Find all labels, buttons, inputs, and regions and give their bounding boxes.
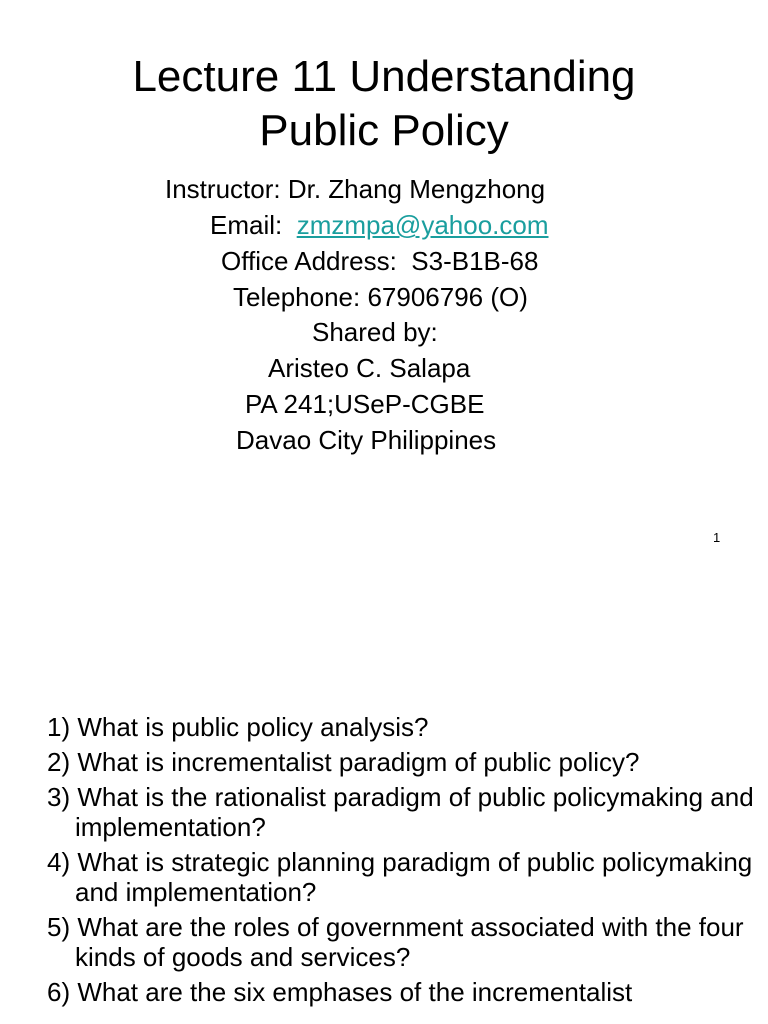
- slide-title: [0, 50, 768, 158]
- question-item: 4) What is strategic planning paradigm of public policymaking and implementation?: [47, 847, 753, 907]
- question-list: [47, 712, 757, 1012]
- shared-by-name: Aristeo C. Salapa: [268, 353, 471, 383]
- title-line-2: Public Policy: [259, 106, 509, 155]
- office-address-line: Office Address: S3-B1B-68: [221, 246, 539, 276]
- instructor-line: Instructor: Dr. Zhang Mengzhong: [165, 174, 546, 204]
- question-item: 6) What are the six emphases of the incrementalist: [47, 977, 633, 1007]
- question-item: 1) What is public policy analysis?: [47, 712, 429, 742]
- email-link[interactable]: zmzmpa@yahoo.com: [296, 210, 549, 240]
- question-item: 5) What are the roles of government associated with the four kinds of goods and services?: [47, 912, 744, 972]
- slide-number: 1: [713, 530, 721, 545]
- telephone-line: Telephone: 67906796 (O): [233, 282, 528, 312]
- program-line: PA 241;USeP-CGBE: [245, 389, 485, 419]
- slide-2: [0, 672, 768, 1024]
- shared-by-label: Shared by:: [312, 317, 438, 347]
- question-item: 3) What is the rationalist paradigm of public policymaking and implementation?: [47, 782, 754, 842]
- email-label: Email:: [210, 210, 297, 240]
- question-item: 2) What is incrementalist paradigm of public policy?: [47, 747, 640, 777]
- location-line: Davao City Philippines: [236, 425, 497, 455]
- title-line-1: Lecture 11 Understanding: [132, 52, 636, 101]
- email-line: [210, 210, 549, 240]
